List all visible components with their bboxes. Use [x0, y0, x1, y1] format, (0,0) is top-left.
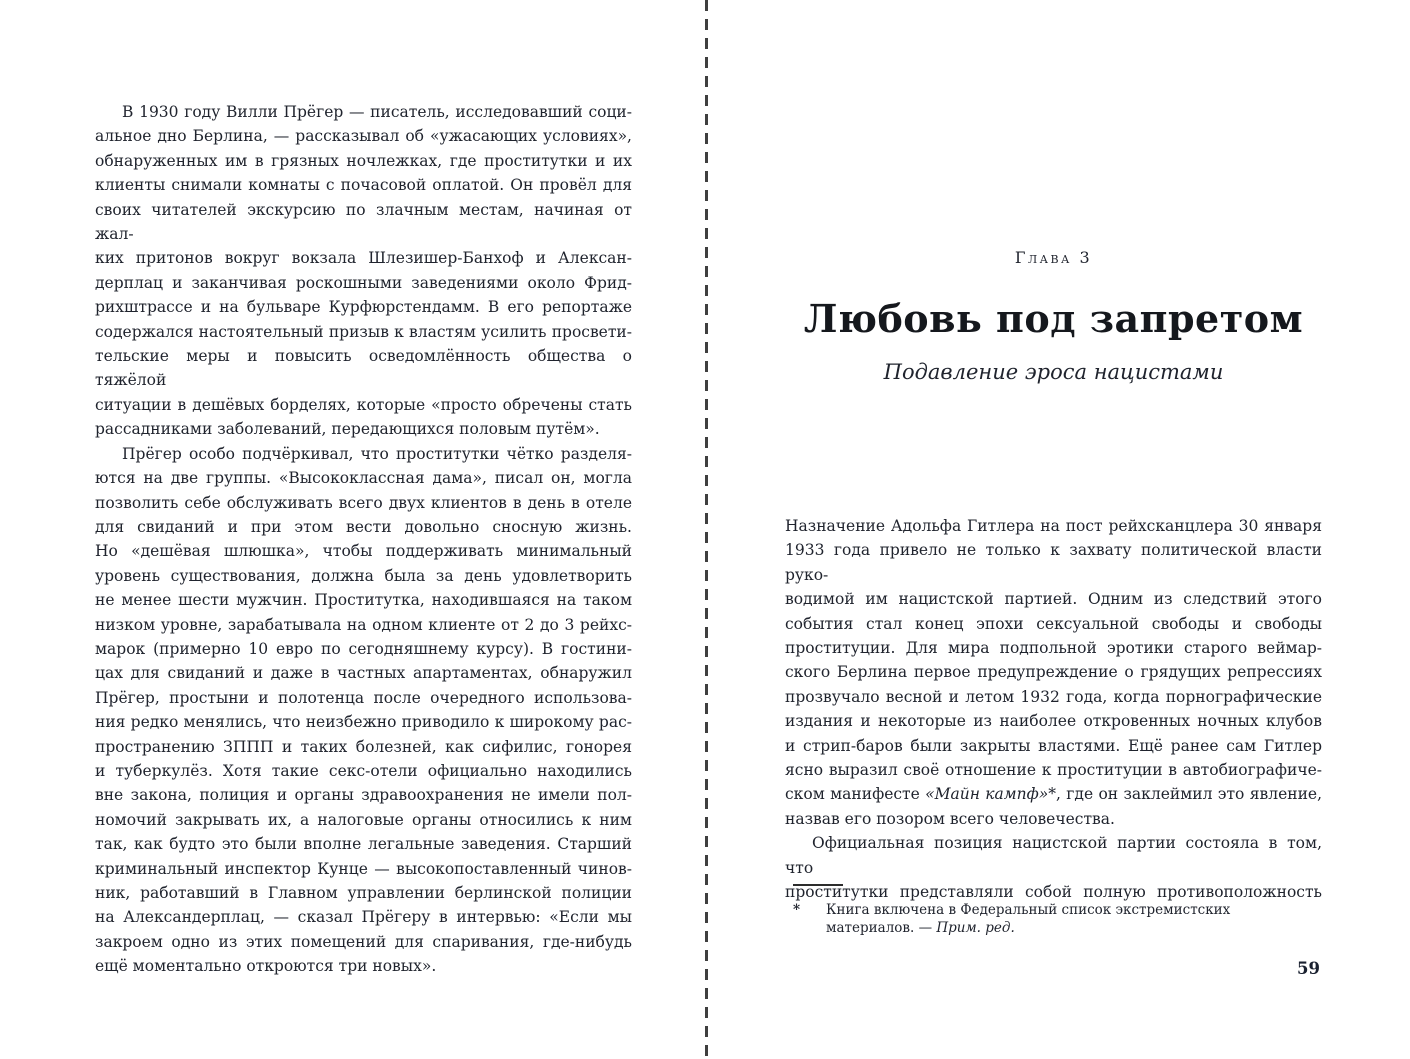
text-run: альное дно Берлина, — рассказывал об «ужасающих условиях», — [95, 127, 632, 146]
text-line — [95, 491, 632, 515]
italic-run: Прим. ред. — [936, 920, 1015, 936]
page-number: 59 — [1297, 959, 1320, 978]
text-line — [785, 612, 1322, 636]
text-line — [95, 808, 632, 832]
text-line — [95, 783, 632, 807]
text-line — [95, 344, 632, 393]
text-line — [785, 709, 1322, 733]
text-line — [785, 587, 1322, 611]
left-page-text — [95, 100, 632, 979]
text-run: рассадниками заболеваний, передающихся половым путём». — [95, 420, 600, 439]
text-run: пространению ЗППП и таких болезней, как сифилис, гонорея — [95, 737, 632, 756]
text-line — [95, 149, 632, 173]
text-run: позволить себе обслуживать всего двух клиентов в день в отеле — [95, 493, 632, 512]
text-run: назвав его позором всего человечества. — [785, 809, 1115, 828]
footnote — [793, 901, 1315, 937]
text-line — [95, 759, 632, 783]
text-run: цах для свиданий и даже в частных апартаментах, обнаружил — [95, 664, 632, 683]
text-line — [785, 807, 1322, 831]
text-run: Назначение Адольфа Гитлера на пост рейхсканцлера 30 января — [785, 517, 1322, 535]
text-line — [785, 685, 1322, 709]
page-divider — [705, 0, 708, 1059]
text-line — [95, 564, 632, 588]
text-run: дерплац и заканчивая роскошными заведениями около Фрид- — [95, 273, 632, 292]
text-run: криминальный инспектор Кунце — высокопоставленный чинов- — [95, 859, 632, 878]
text-run: Прёгер, простыни и полотенца после очередного использова- — [95, 688, 632, 707]
text-run: содержался настоятельный призыв к властям усилить просвети- — [95, 322, 632, 341]
text-line — [95, 710, 632, 734]
text-line — [785, 734, 1322, 758]
text-line — [95, 661, 632, 685]
text-run: своих читателей экскурсию по злачным местам, начиная от жал- — [95, 200, 632, 244]
footnote-text — [826, 901, 1315, 937]
footnote-rule — [793, 884, 843, 886]
text-line — [95, 905, 632, 929]
text-line — [95, 539, 632, 563]
text-line — [95, 417, 632, 441]
footnote-marker: * — [793, 902, 801, 918]
text-run: марок (примерно 10 евро по сегодняшнему курсу). В гостини- — [95, 639, 632, 658]
text-line — [95, 515, 632, 539]
text-line — [95, 857, 632, 881]
text-run: В 1930 году Вилли Прёгер — писатель, исследовавший соци- — [122, 103, 632, 121]
text-line — [95, 613, 632, 637]
chapter-title: Любовь под запретом — [803, 296, 1304, 341]
text-line — [95, 881, 632, 905]
text-line — [95, 735, 632, 759]
text-line — [785, 831, 1322, 880]
left-page — [95, 100, 632, 979]
text-run: не менее шести мужчин. Проститутка, находившаяся на таком — [95, 591, 632, 610]
text-run: клиенты снимали комнаты с почасовой оплатой. Он провёл для — [95, 176, 632, 195]
text-run: на Александерплац, — сказал Прёгеру в интервью: «Если мы — [95, 908, 632, 927]
text-line — [95, 832, 632, 856]
text-line — [95, 637, 632, 661]
text-run: так, как будто это были вполне легальные заведения. Старший — [95, 835, 632, 854]
text-run: обнаруженных им в грязных ночлежках, где проститутки и их — [95, 151, 632, 170]
text-line — [95, 320, 632, 344]
text-run: ещё моментально откроются три новых». — [95, 957, 437, 976]
text-run: ются на две группы. «Высококлассная дама», писал он, могла — [95, 469, 632, 488]
text-run: 1933 года привело не только к захвату политической власти руко- — [785, 541, 1322, 584]
text-line — [95, 246, 632, 270]
text-line — [785, 636, 1322, 660]
text-run: уровень существования, должна была за день удовлетворить — [95, 566, 632, 585]
text-run: ясно выразил своё отношение к проституции в автобиографиче- — [785, 761, 1322, 780]
text-line — [95, 686, 632, 710]
text-run: ния редко менялись, что неизбежно приводило к широкому рас- — [95, 713, 632, 732]
text-line — [95, 442, 632, 466]
italic-run: «Майн кампф» — [925, 785, 1049, 804]
text-line — [95, 466, 632, 490]
text-run: Но «дешёвая шлюшка», чтобы поддерживать минимальный — [95, 542, 632, 561]
right-page-body — [785, 514, 1322, 905]
text-line — [785, 538, 1322, 587]
text-line — [95, 271, 632, 295]
chapter-subtitle: Подавление эроса нацистами — [883, 360, 1224, 384]
text-run: прозвучало весной и летом 1932 года, когда порнографические — [785, 687, 1322, 706]
text-run: ник, работавший в Главном управлении берлинской полиции — [95, 884, 632, 902]
text-line — [95, 954, 632, 978]
text-run: события стал конец эпохи сексуальной свободы и свободы — [785, 614, 1322, 633]
text-run: *, где он заклеймил это явление, — [1048, 785, 1323, 804]
text-run: тельские меры и повысить осведомлённость общества о тяжёлой — [95, 347, 632, 390]
text-run: для свиданий и при этом вести довольно сносную жизнь. — [95, 517, 632, 536]
text-run: вне закона, полиция и органы здравоохранения не имели пол- — [95, 786, 632, 805]
text-run: издания и некоторые из наиболее откровенных ночных клубов — [785, 712, 1322, 731]
text-run: низком уровне, зарабатывала на одном клиенте от 2 до 3 рейхс- — [95, 615, 632, 634]
text-line — [95, 588, 632, 612]
text-line — [95, 295, 632, 319]
text-line — [95, 124, 632, 148]
text-run: ких притонов вокруг вокзала Шлезишер-Банхоф и Алексан- — [95, 249, 632, 268]
text-line — [785, 660, 1322, 684]
text-line — [785, 782, 1322, 806]
text-run: Прёгер особо подчёркивал, что проститутки чётко разделя- — [122, 444, 632, 463]
text-run: ского Берлина первое предупреждение о грядущих репрессиях — [785, 663, 1322, 682]
text-run: и туберкулёз. Хотя такие секс-отели официально находились — [95, 761, 632, 780]
text-line — [95, 198, 632, 247]
text-run: Официальная позиция нацистской партии состояла в том, что — [785, 834, 1322, 877]
text-run: ском манифесте — [785, 785, 926, 804]
text-run: закроем одно из этих помещений для спаривания, где-нибудь — [95, 932, 632, 951]
text-run: Книга включена в Федеральный список экстремистских материалов. — — [826, 902, 1231, 936]
text-run: номочий закрывать их, а налоговые органы относились к ним — [95, 810, 632, 829]
text-line — [95, 173, 632, 197]
text-run: ситуации в дешёвых борделях, которые «просто обречены стать — [95, 395, 632, 414]
text-run: проституции. Для мира подпольной эротики старого веймар- — [785, 639, 1322, 658]
text-run: рихштрассе и на бульваре Курфюрстендамм. В его репортаже — [95, 298, 632, 317]
right-page — [785, 0, 1322, 1059]
text-line — [95, 393, 632, 417]
text-line — [95, 930, 632, 954]
text-line — [95, 100, 632, 124]
text-line — [785, 514, 1322, 538]
text-line — [785, 758, 1322, 782]
chapter-label: Глава 3 — [1014, 248, 1093, 267]
text-run: водимой им нацистской партией. Одним из следствий этого — [785, 590, 1322, 609]
text-run: и стрип-баров были закрыты властями. Ещё ранее сам Гитлер — [785, 736, 1322, 755]
text-run: проститутки представляли собой полную противоположность — [785, 883, 1322, 902]
